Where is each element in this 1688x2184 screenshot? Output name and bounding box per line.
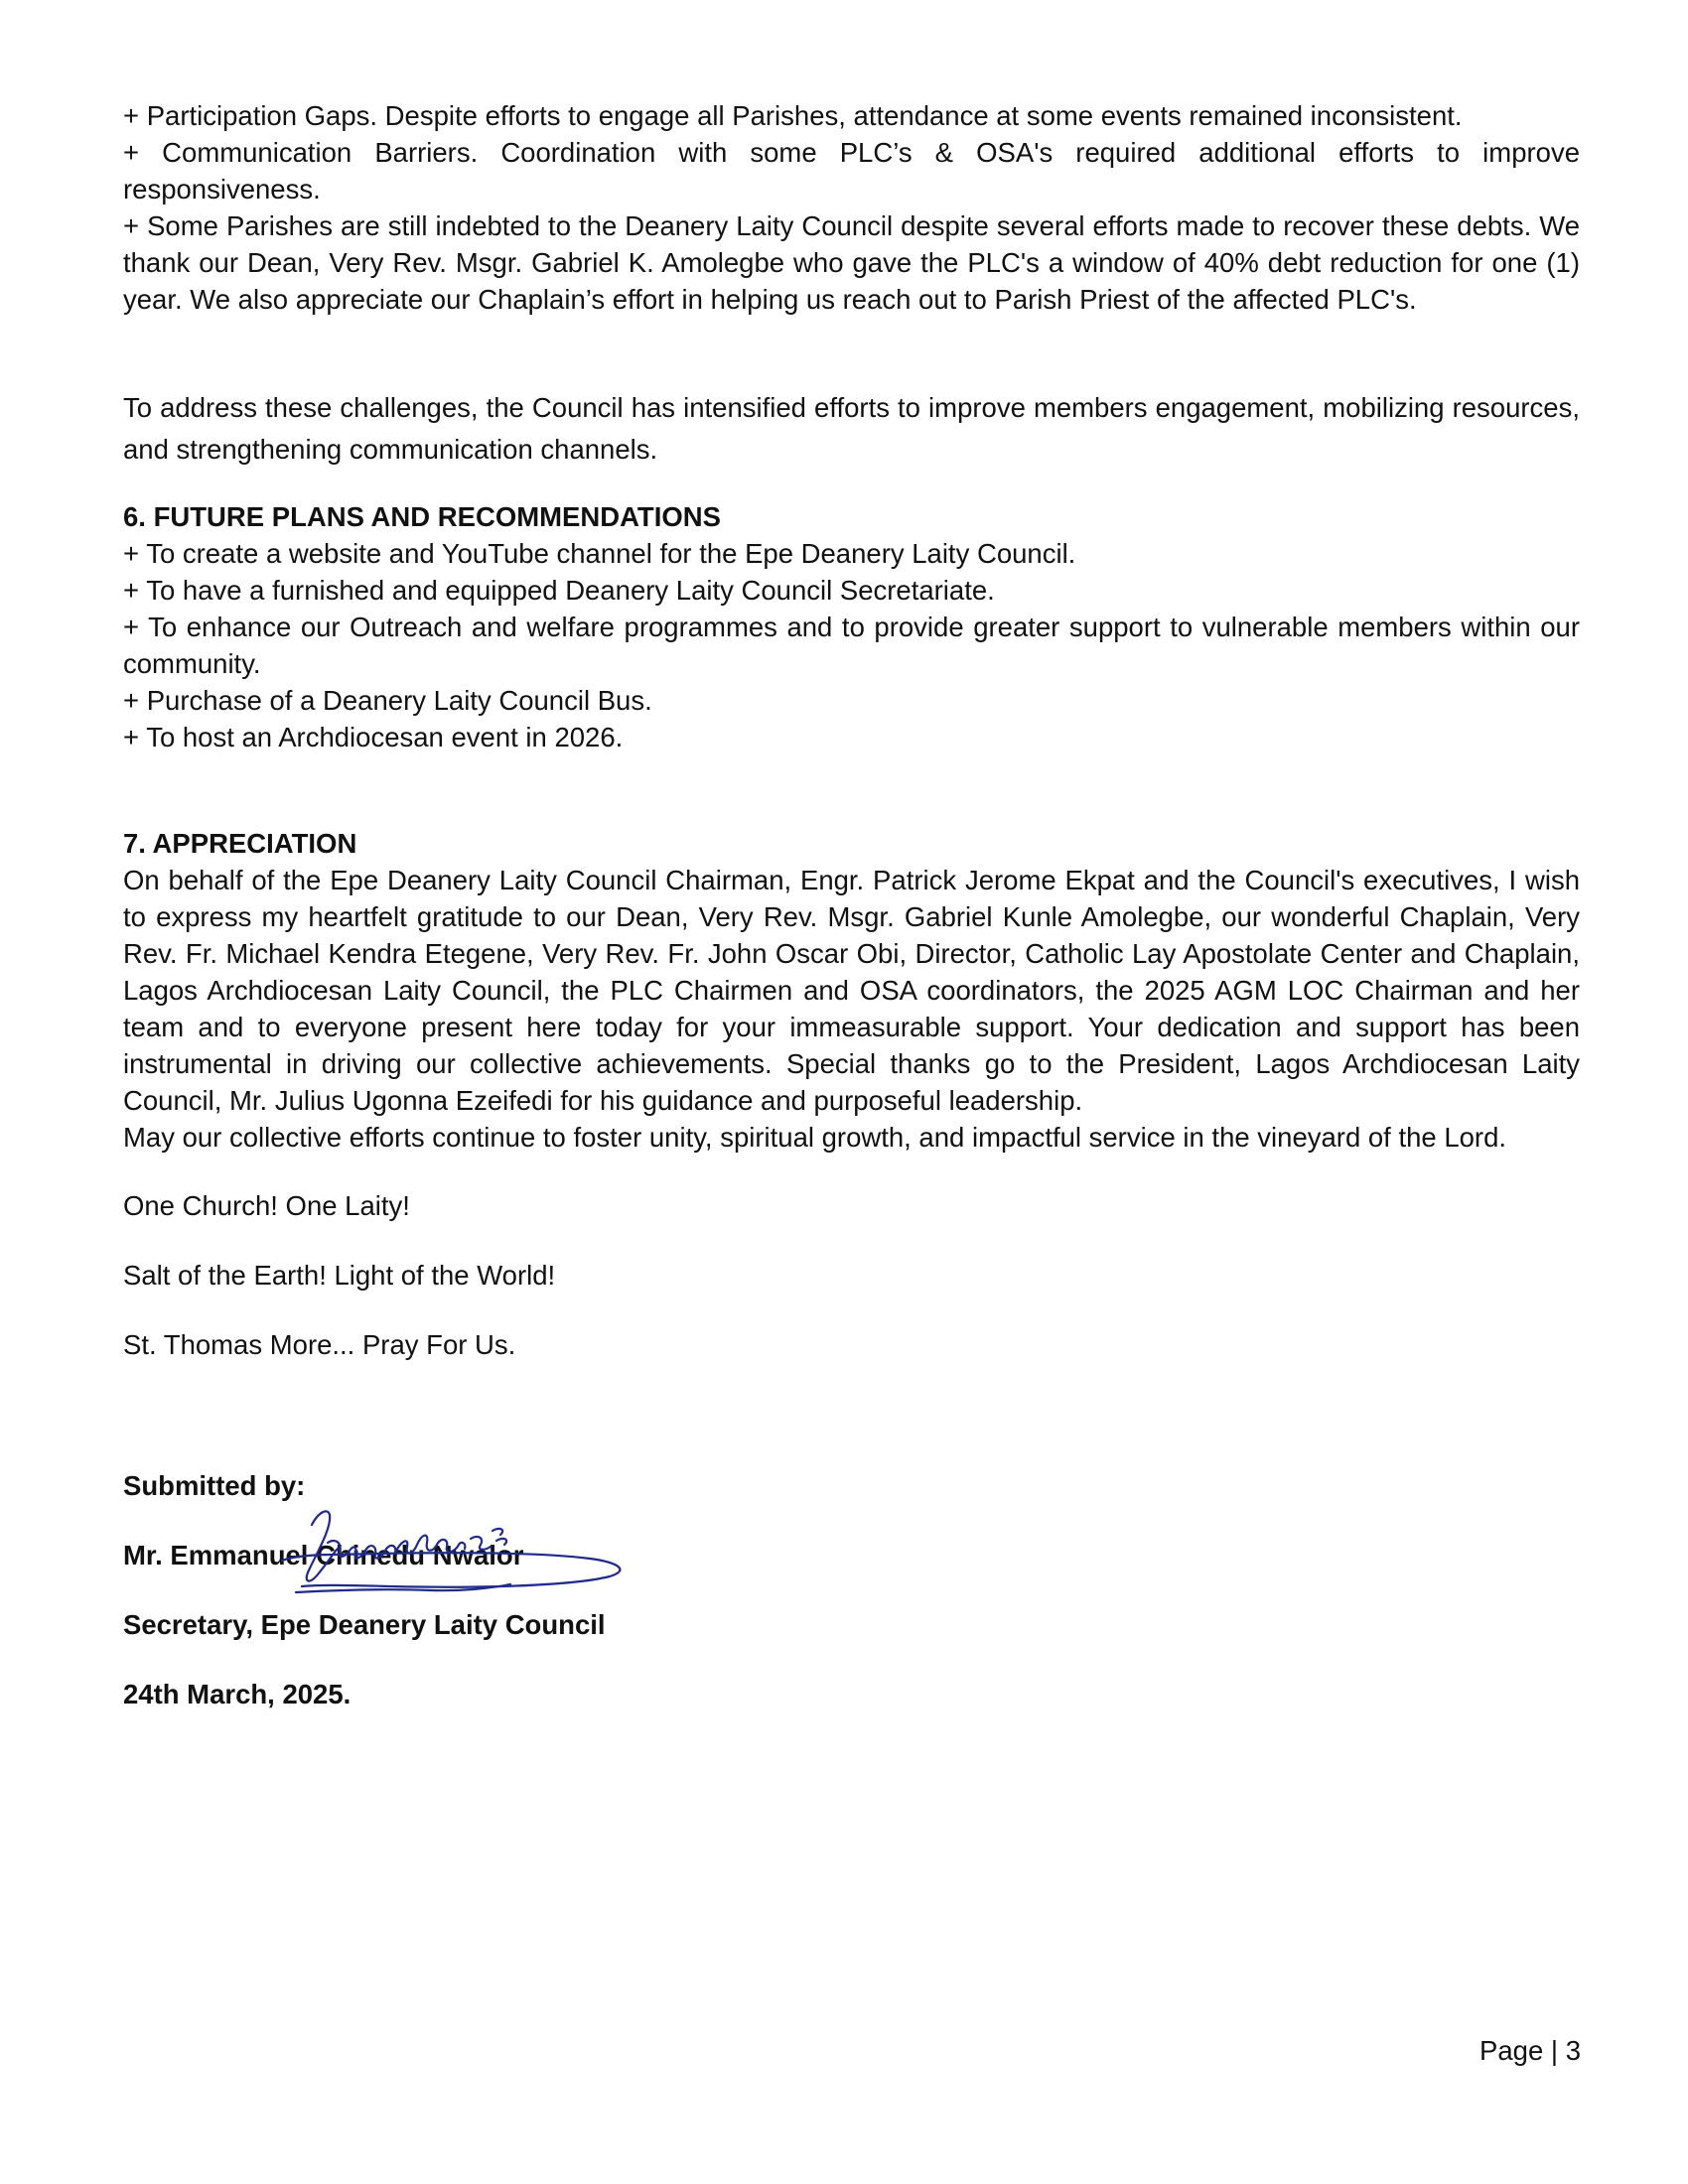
future-plans-heading: 6. FUTURE PLANS AND RECOMMENDATIONS [123,501,721,532]
appreciation-paragraph: On behalf of the Epe Deanery Laity Council Chairman, Engr. Patrick Jerome Ekpat and the Council's executives, I wish to express my heartfelt gratitude to our Dean, Very Rev. Msgr. Gabriel Kunle Amolegbe, our wonderful Chaplain, Very Rev. Fr. Michael Kendra Etegene, Very Rev. Fr. John Oscar Obi, Director, Catholic Lay Apostolate Center and Chaplain, Lagos Archdiocesan Laity Council, the PLC Chairmen and OSA coordinators, the 2025 AGM LOC Chairman and her team and to everyone present here today for your immeasurable support. Your dedication and support has been instrumental in driving our collective achievements. Special thanks go to the President, Lagos Archdiocesan Laity Council, Mr. Julius Ugonna Ezeifedi for his guidance and purposeful leadership. [123,865,1580,1116]
signoff-section [123,1467,1580,1712]
document-page [123,97,1580,1712]
future-plan-item: + To host an Archdiocesan event in 2026. [123,722,624,752]
future-plan-item: + To create a website and YouTube channel for the Epe Deanery Laity Council. [123,538,1076,569]
motto-one-church: One Church! One Laity! [123,1190,410,1221]
mottos-section [123,1187,1580,1363]
challenge-item-participation: + Participation Gaps. Despite efforts to engage all Parishes, attendance at some events remained inconsistent. [123,100,1463,131]
future-plan-item: + To have a furnished and equipped Deanery Laity Council Secretariate. [123,575,995,606]
appreciation-heading: 7. APPRECIATION [123,828,357,859]
page-number: Page | 3 [1479,2035,1581,2066]
appreciation-section [123,825,1580,1156]
future-plan-item: + Purchase of a Deanery Laity Council Bus. [123,685,652,716]
motto-st-thomas-more: St. Thomas More... Pray For Us. [123,1329,516,1360]
secretary-name: Mr. Emmanuel Chinedu Nwalor [123,1540,524,1570]
challenge-item-indebtedness: + Some Parishes are still indebted to the Deanery Laity Council despite several efforts made to recover these debts. We thank our Dean, Very Rev. Msgr. Gabriel K. Amolegbe who gave the PLC's a window of 40% debt reduction for one (1) year. We also appreciate our Chaplain’s effort in helping us reach out to Parish Priest of the affected PLC's. [123,210,1580,315]
challenges-address-paragraph: To address these challenges, the Council has intensified efforts to improve members engagement, mobilizing resources, and strengthening communication channels. [123,392,1580,465]
challenges-section [123,97,1580,471]
challenge-item-communication: + Communication Barriers. Coordination with some PLC’s & OSA's required additional efforts to improve responsiveness. [123,137,1580,205]
future-plan-item: + To enhance our Outreach and welfare programmes and to provide greater support to vulnerable members within our community. [123,612,1580,679]
future-plans-section [123,498,1580,755]
appreciation-closing-line: May our collective efforts continue to foster unity, spiritual growth, and impactful service in the vineyard of the Lord. [123,1122,1507,1153]
secretary-title: Secretary, Epe Deanery Laity Council [123,1609,606,1640]
signature-block [123,1537,1580,1573]
motto-salt-of-earth: Salt of the Earth! Light of the World! [123,1260,556,1291]
submitted-by-label: Submitted by: [123,1470,306,1501]
submission-date: 24th March, 2025. [123,1679,352,1709]
